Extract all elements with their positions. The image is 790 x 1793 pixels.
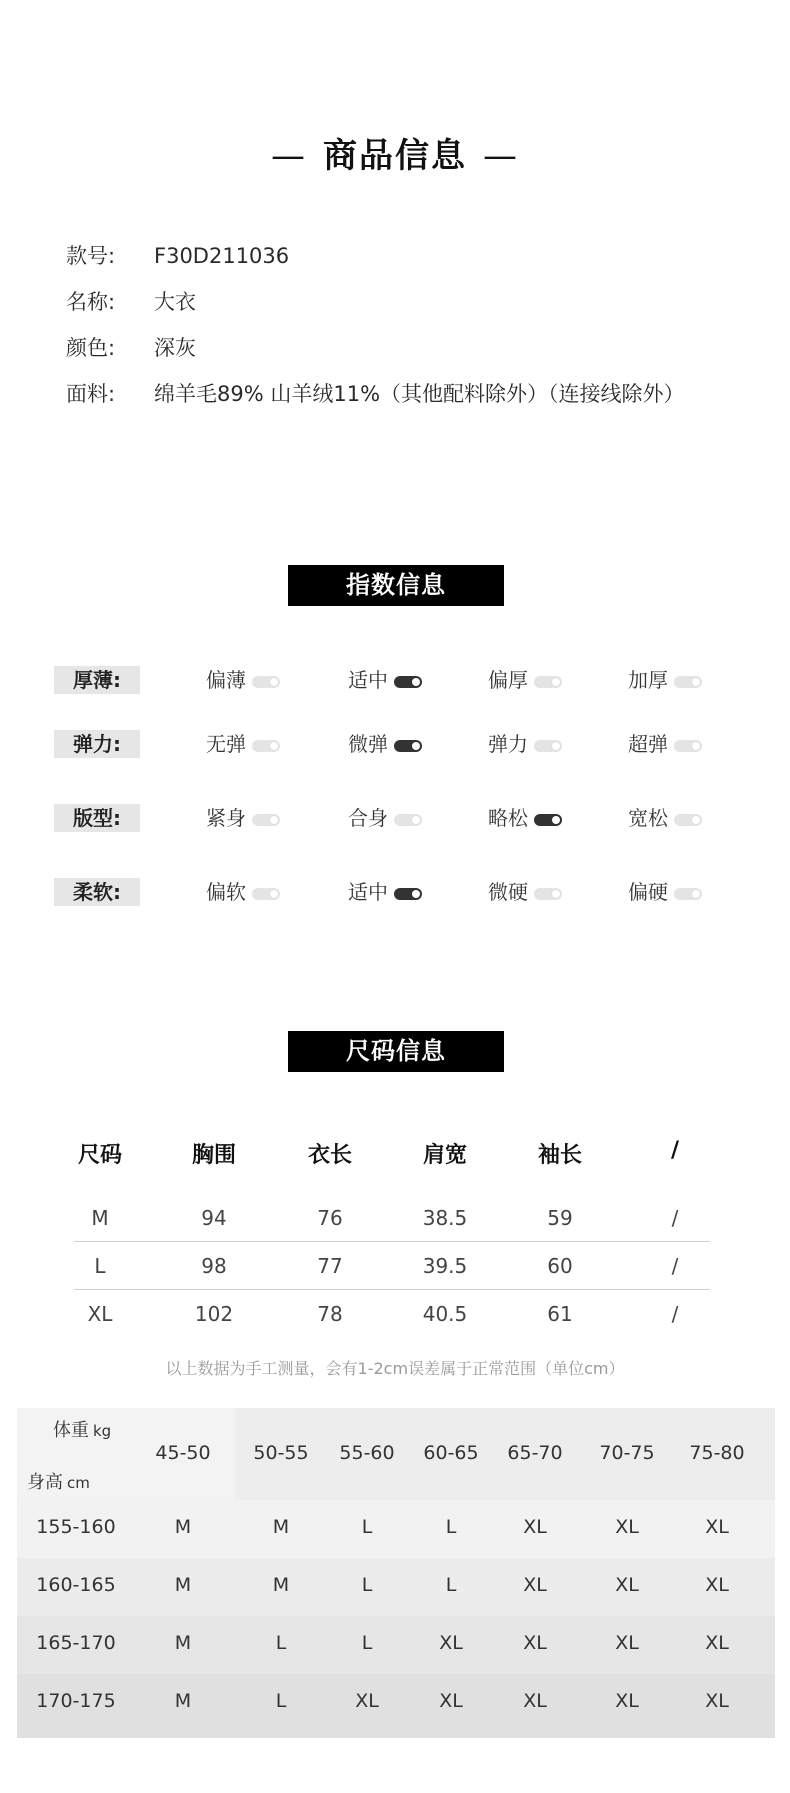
index-info-heading: 指数信息 xyxy=(288,565,504,606)
index-label: 柔软: xyxy=(54,878,140,906)
height-range-label: 170-175 xyxy=(36,1690,116,1712)
index-option[interactable] xyxy=(488,730,562,758)
toggle-icon xyxy=(394,676,422,688)
index-option-label: 适中 xyxy=(348,880,388,904)
index-option-label: 适中 xyxy=(348,668,388,692)
title-dash-left: — xyxy=(271,136,307,176)
recommended-size-cell: XL xyxy=(523,1690,547,1712)
recommended-size-cell: XL xyxy=(705,1574,729,1596)
index-option-label: 偏硬 xyxy=(628,880,668,904)
recommended-size-cell: M xyxy=(272,1516,290,1538)
recommended-size-cell: M xyxy=(174,1690,192,1712)
measurement-note: 以上数据为手工测量，会有1-2cm误差属于正常范围（单位cm） xyxy=(165,1359,625,1378)
index-option-label: 合身 xyxy=(348,806,388,830)
index-option-label: 微弹 xyxy=(348,732,388,756)
index-option-label: 超弹 xyxy=(628,732,668,756)
info-label: 款号: xyxy=(66,244,116,268)
index-option-label: 偏厚 xyxy=(488,668,528,692)
index-option[interactable] xyxy=(628,730,702,758)
index-option[interactable] xyxy=(628,666,702,694)
toggle-icon xyxy=(252,888,280,900)
recommended-size-cell: L xyxy=(445,1574,457,1596)
size-table-cell: 98 xyxy=(201,1254,227,1278)
index-option-label: 微硬 xyxy=(488,880,528,904)
toggle-icon xyxy=(674,888,702,900)
size-table-cell: 78 xyxy=(317,1302,343,1326)
size-table-cell: M xyxy=(91,1206,109,1230)
index-option[interactable] xyxy=(348,878,422,906)
index-option-label: 弹力 xyxy=(488,732,528,756)
size-table-cell: / xyxy=(671,1206,679,1230)
recommended-size-cell: L xyxy=(275,1690,287,1712)
index-option-label: 偏薄 xyxy=(206,668,246,692)
size-table-header: 衣长 xyxy=(307,1143,352,1168)
size-table-cell: 38.5 xyxy=(422,1206,468,1230)
index-option[interactable] xyxy=(488,666,562,694)
size-table-cell: 76 xyxy=(317,1206,343,1230)
info-label: 面料: xyxy=(66,382,116,406)
size-table-cell: 59 xyxy=(547,1206,573,1230)
index-option[interactable] xyxy=(488,804,562,832)
recommended-size-cell: M xyxy=(272,1574,290,1596)
index-option[interactable] xyxy=(206,878,280,906)
weight-range-header: 70-75 xyxy=(599,1442,655,1464)
info-label: 名称: xyxy=(66,290,116,314)
index-option-label: 加厚 xyxy=(628,668,668,692)
toggle-icon xyxy=(394,814,422,826)
index-option[interactable] xyxy=(628,878,702,906)
index-label: 弹力: xyxy=(54,730,140,758)
product-info-title xyxy=(0,128,790,177)
index-option[interactable] xyxy=(628,804,702,832)
recommended-size-cell: XL xyxy=(523,1632,547,1654)
toggle-icon xyxy=(674,676,702,688)
product-info-heading: 商品信息 xyxy=(323,136,467,176)
height-range-label: 155-160 xyxy=(36,1516,116,1538)
index-option-label: 偏软 xyxy=(206,880,246,904)
recommended-size-cell: M xyxy=(174,1516,192,1538)
height-range-label: 160-165 xyxy=(36,1574,116,1596)
recommended-size-cell: L xyxy=(361,1516,373,1538)
height-range-label: 165-170 xyxy=(36,1632,116,1654)
title-dash-right: — xyxy=(483,136,519,176)
size-table-cell: L xyxy=(94,1254,106,1278)
toggle-icon xyxy=(534,888,562,900)
table-divider xyxy=(74,1289,710,1290)
toggle-icon xyxy=(674,740,702,752)
recommended-size-cell: XL xyxy=(523,1516,547,1538)
index-option-label: 无弹 xyxy=(206,732,246,756)
info-label: 颜色: xyxy=(66,336,116,360)
height-label: 身高 xyxy=(27,1472,63,1493)
weight-label: 体重 xyxy=(53,1420,89,1441)
weight-unit: kg xyxy=(93,1422,112,1440)
recommended-size-cell: L xyxy=(445,1516,457,1538)
recommended-size-cell: XL xyxy=(439,1632,463,1654)
toggle-icon xyxy=(534,740,562,752)
recommended-size-cell: M xyxy=(174,1574,192,1596)
info-value: 深灰 xyxy=(154,336,196,360)
size-guide-table xyxy=(17,1408,775,1738)
index-option[interactable] xyxy=(488,878,562,906)
index-option[interactable] xyxy=(348,730,422,758)
size-info-heading: 尺码信息 xyxy=(288,1031,504,1072)
table-divider xyxy=(74,1241,710,1242)
index-option-label: 略松 xyxy=(488,806,528,830)
size-table-cell: 39.5 xyxy=(422,1254,468,1278)
recommended-size-cell: XL xyxy=(615,1574,639,1596)
weight-range-header: 75-80 xyxy=(689,1442,745,1464)
weight-range-header: 45-50 xyxy=(155,1442,211,1464)
toggle-icon xyxy=(674,814,702,826)
toggle-icon xyxy=(534,814,562,826)
recommended-size-cell: XL xyxy=(615,1690,639,1712)
size-table-cell: 61 xyxy=(547,1302,573,1326)
size-table-header: 肩宽 xyxy=(422,1143,467,1168)
info-value: 大衣 xyxy=(154,290,196,314)
recommended-size-cell: XL xyxy=(615,1632,639,1654)
height-unit: cm xyxy=(67,1474,90,1492)
info-row-color xyxy=(66,332,196,362)
index-option[interactable] xyxy=(206,666,280,694)
weight-range-header: 65-70 xyxy=(507,1442,563,1464)
info-value: F30D211036 xyxy=(154,244,290,268)
size-table-cell: 60 xyxy=(547,1254,573,1278)
recommended-size-cell: M xyxy=(174,1632,192,1654)
index-label: 厚薄: xyxy=(54,666,140,694)
recommended-size-cell: XL xyxy=(615,1516,639,1538)
info-row-fabric xyxy=(66,378,685,408)
size-table-cell: 77 xyxy=(317,1254,343,1278)
size-table-header: / xyxy=(670,1138,680,1163)
size-table-cell: 40.5 xyxy=(422,1302,468,1326)
recommended-size-cell: XL xyxy=(355,1690,379,1712)
weight-range-header: 50-55 xyxy=(253,1442,309,1464)
size-table-cell: 102 xyxy=(194,1302,234,1326)
index-option[interactable] xyxy=(348,804,422,832)
index-label: 版型: xyxy=(54,804,140,832)
recommended-size-cell: L xyxy=(361,1574,373,1596)
index-option[interactable] xyxy=(348,666,422,694)
size-table-header: 袖长 xyxy=(537,1143,582,1168)
toggle-icon xyxy=(252,814,280,826)
index-option-label: 宽松 xyxy=(628,806,668,830)
toggle-icon xyxy=(394,740,422,752)
size-table-cell: XL xyxy=(87,1302,113,1326)
info-row-name xyxy=(66,286,196,316)
recommended-size-cell: XL xyxy=(439,1690,463,1712)
toggle-icon xyxy=(252,676,280,688)
height-axis-label xyxy=(27,1468,90,1494)
size-table-cell: / xyxy=(671,1302,679,1326)
weight-range-header: 55-60 xyxy=(339,1442,395,1464)
recommended-size-cell: XL xyxy=(705,1690,729,1712)
recommended-size-cell: XL xyxy=(705,1516,729,1538)
recommended-size-cell: L xyxy=(275,1632,287,1654)
size-table-header: 胸围 xyxy=(191,1143,236,1168)
size-table-header: 尺码 xyxy=(77,1143,122,1168)
size-table-cell: / xyxy=(671,1254,679,1278)
recommended-size-cell: XL xyxy=(523,1574,547,1596)
info-row-style-no xyxy=(66,240,289,270)
recommended-size-cell: L xyxy=(361,1632,373,1654)
weight-range-header: 60-65 xyxy=(423,1442,479,1464)
weight-axis-label xyxy=(53,1416,111,1442)
index-option[interactable] xyxy=(206,804,280,832)
index-option[interactable] xyxy=(206,730,280,758)
info-value: 绵羊毛89% 山羊绒11%（其他配料除外）（连接线除外） xyxy=(154,382,685,406)
index-option-label: 紧身 xyxy=(206,806,246,830)
toggle-icon xyxy=(394,888,422,900)
toggle-icon xyxy=(534,676,562,688)
toggle-icon xyxy=(252,740,280,752)
recommended-size-cell: XL xyxy=(705,1632,729,1654)
size-table-cell: 94 xyxy=(201,1206,227,1230)
